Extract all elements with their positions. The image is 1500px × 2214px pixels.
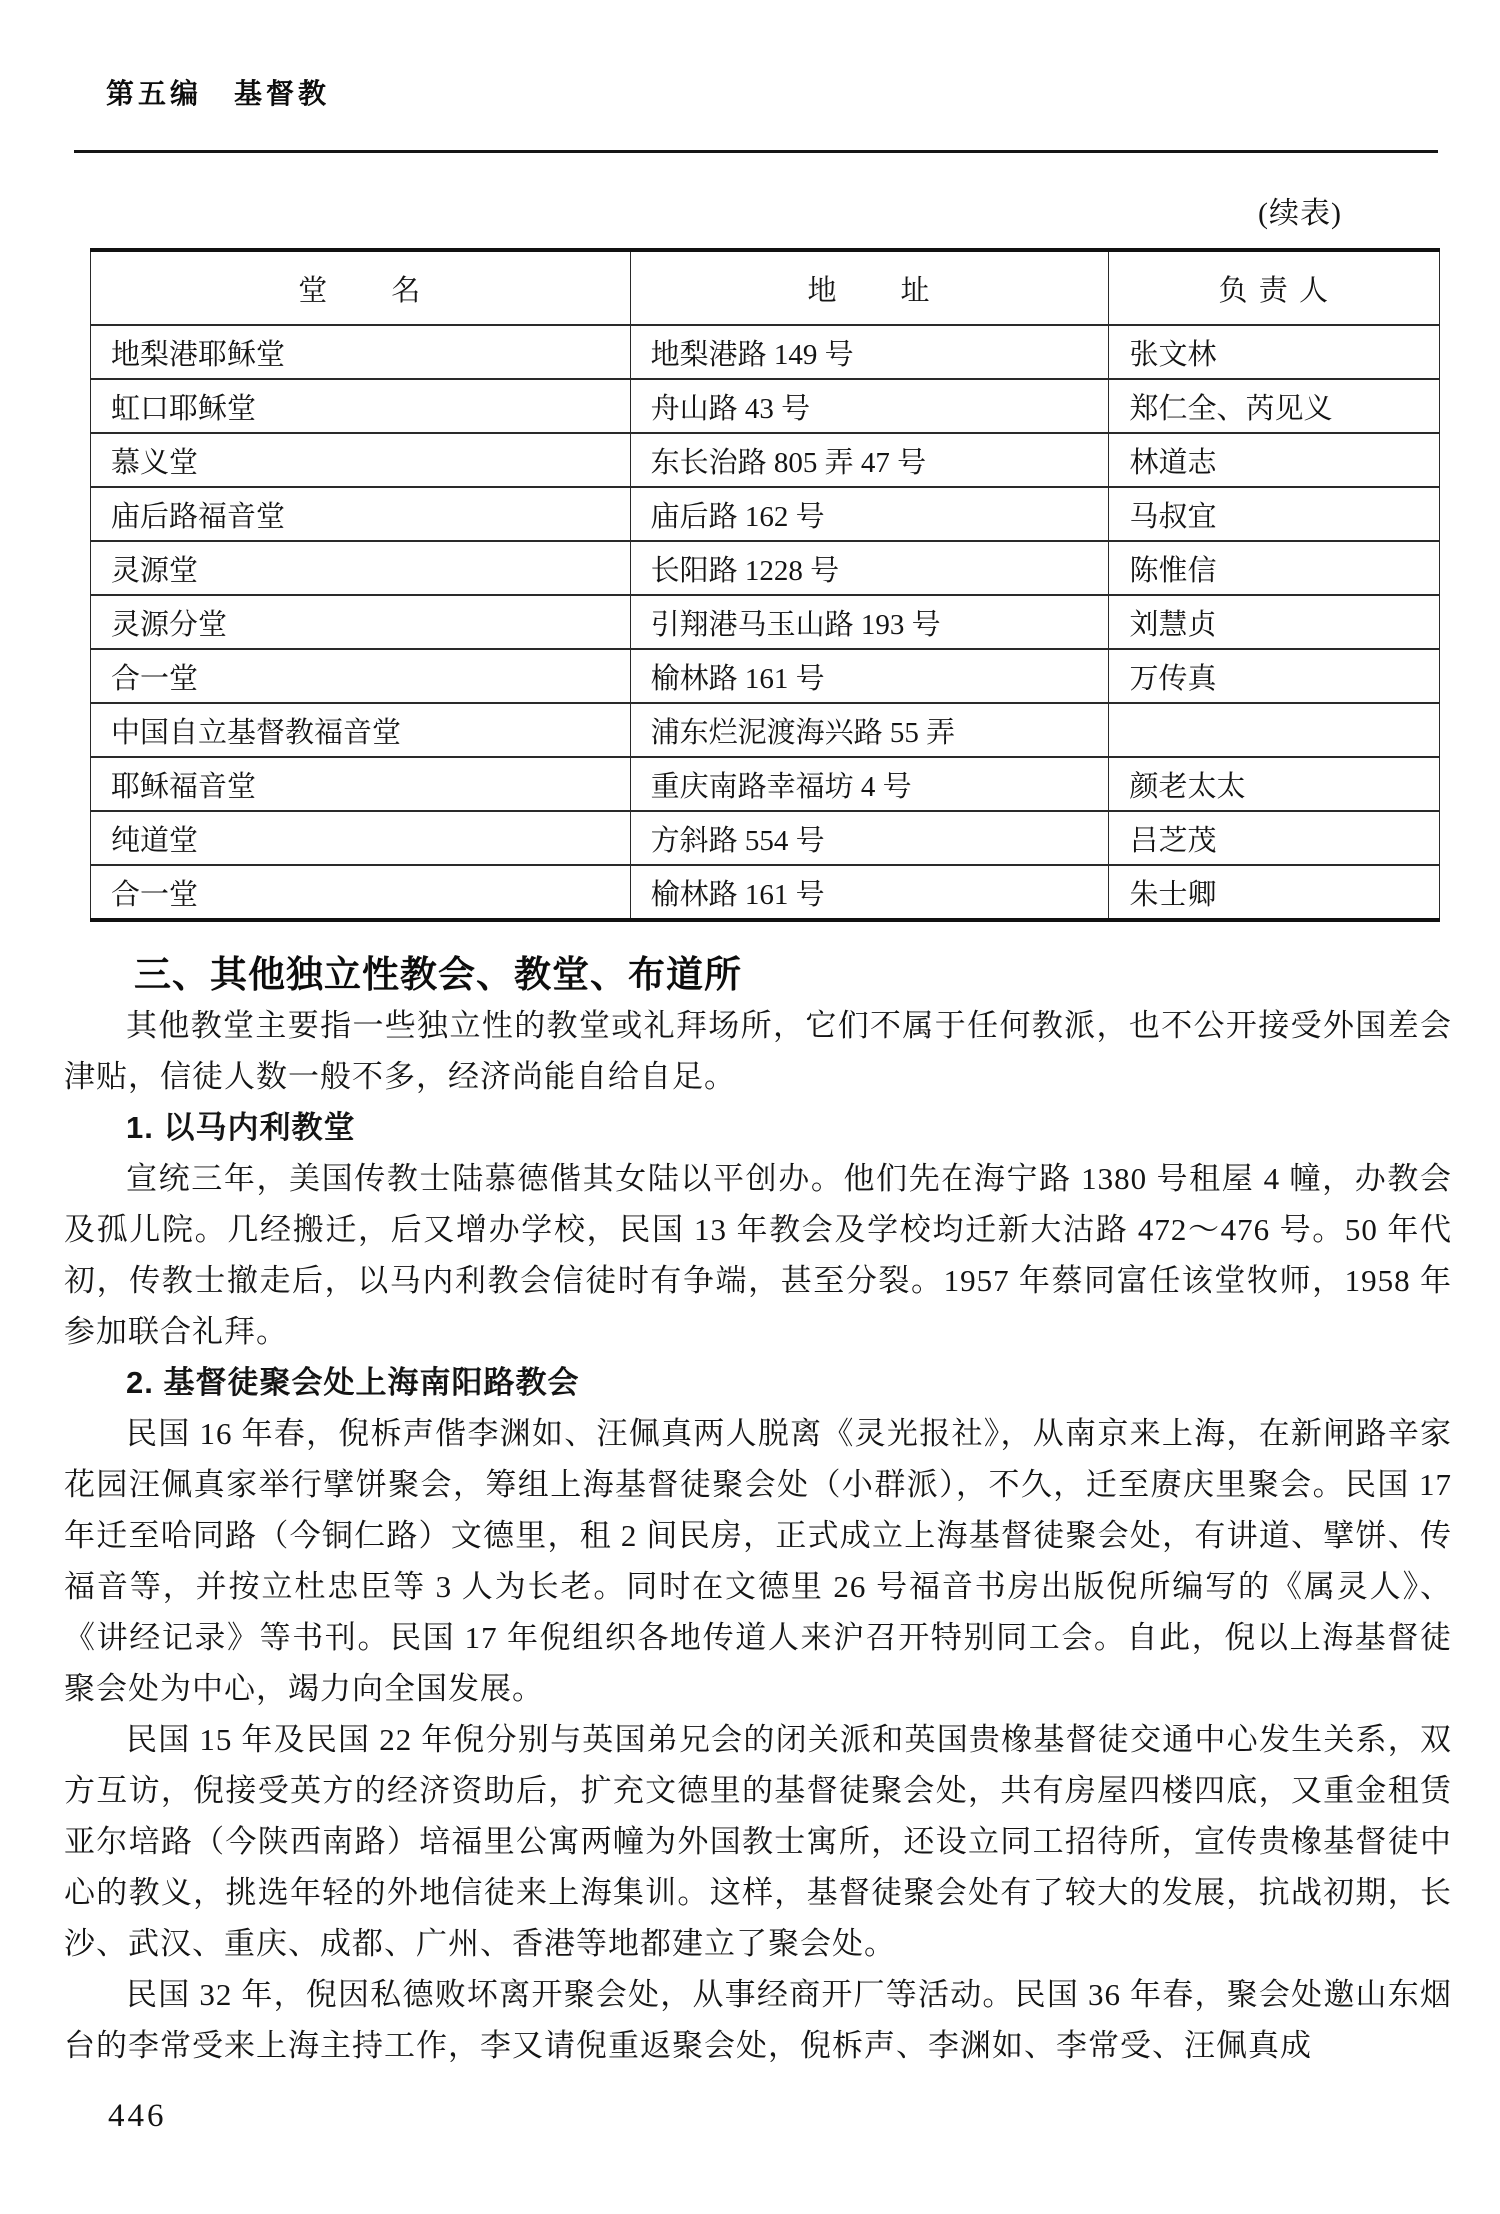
table-column-header: 负 责 人 [1109, 250, 1440, 325]
body-text [64, 1000, 1452, 2071]
table-cell: 马叔宜 [1109, 487, 1440, 541]
table-row [91, 433, 1440, 487]
table-cell: 陈惟信 [1109, 541, 1440, 595]
table-cell: 纯道堂 [91, 811, 631, 865]
subsection-2-paragraph: 民国 15 年及民国 22 年倪分别与英国弟兄会的闭关派和英国贵橡基督徒交通中心发生关系，双方互访，倪接受英方的经济资助后，扩充文德里的基督徒聚会处，共有房屋四楼四底，又重金租赁亚尔培路（今陕西南路）培福里公寓两幢为外国教士寓所，还设立同工招待所，宣传贵橡基督徒中心的教义，挑选年轻的外地信徒来上海集训。这样，基督徒聚会处有了较大的发展，抗战初期，长沙、武汉、重庆、成都、广州、香港等地都建立了聚会处。 [64, 1722, 1452, 1961]
table-row [91, 703, 1440, 757]
table-cell: 重庆南路幸福坊 4 号 [630, 757, 1109, 811]
table-cell: 灵源堂 [91, 541, 631, 595]
table-row [91, 541, 1440, 595]
table-cell: 合一堂 [91, 865, 631, 920]
intro-paragraph: 其他教堂主要指一些独立性的教堂或礼拜场所，它们不属于任何教派，也不公开接受外国差会津贴，信徒人数一般不多，经济尚能自给自足。 [64, 1008, 1452, 1094]
table-cell [1109, 703, 1440, 757]
running-header: 第五编 基督教 [106, 78, 331, 109]
table-cell: 吕芝茂 [1109, 811, 1440, 865]
table-cell: 颜老太太 [1109, 757, 1440, 811]
subsection-2-paragraph: 民国 16 年春，倪柝声偕李渊如、汪佩真两人脱离《灵光报社》，从南京来上海，在新闸路辛家花园汪佩真家举行擘饼聚会，筹组上海基督徒聚会处（小群派），不久，迁至赓庆里聚会。民国 17 年迁至哈同路（今铜仁路）文德里，租 2 间民房，正式成立上海基督徒聚会处，有讲道、擘饼、传福音等，并按立杜忠臣等 3 人为长老。同时在文德里 26 号福音书房出版倪所编写的《属灵人》、《讲经记录》等书刊。民国 17 年倪组织各地传道人来沪召开特别同工会。自此，倪以上海基督徒聚会处为中心，竭力向全国发展。 [64, 1416, 1452, 1706]
continued-table-note: (续表) [1258, 197, 1342, 230]
table-cell: 地梨港路 149 号 [630, 325, 1109, 379]
table-header-row [91, 250, 1440, 325]
table-row [91, 487, 1440, 541]
section-title: 三、其他独立性教会、教堂、布道所 [134, 954, 742, 995]
table-cell: 虹口耶稣堂 [91, 379, 631, 433]
table-cell: 榆林路 161 号 [630, 865, 1109, 920]
table-cell: 舟山路 43 号 [630, 379, 1109, 433]
table-cell: 慕义堂 [91, 433, 631, 487]
table-body [91, 325, 1440, 920]
table-cell: 方斜路 554 号 [630, 811, 1109, 865]
church-table [90, 248, 1440, 922]
header-rule [74, 150, 1438, 153]
table-cell: 庙后路 162 号 [630, 487, 1109, 541]
table-row [91, 811, 1440, 865]
table-cell: 地梨港耶稣堂 [91, 325, 631, 379]
table-cell: 榆林路 161 号 [630, 649, 1109, 703]
table-row [91, 649, 1440, 703]
table-cell: 刘慧贞 [1109, 595, 1440, 649]
table-cell: 万传真 [1109, 649, 1440, 703]
subsection-2-title: 2. 基督徒聚会处上海南阳路教会 [126, 1365, 580, 1400]
subsection-1-title: 1. 以马内利教堂 [126, 1110, 356, 1145]
table-cell: 林道志 [1109, 433, 1440, 487]
table-cell: 中国自立基督教福音堂 [91, 703, 631, 757]
subsection-2-paragraph: 民国 32 年，倪因私德败坏离开聚会处，从事经商开厂等活动。民国 36 年春，聚会处邀山东烟台的李常受来上海主持工作，李又请倪重返聚会处，倪柝声、李渊如、李常受、汪佩真成 [64, 1977, 1452, 2063]
table-cell: 朱士卿 [1109, 865, 1440, 920]
table-cell: 张文林 [1109, 325, 1440, 379]
table-cell: 耶稣福音堂 [91, 757, 631, 811]
table-cell: 郑仁全、芮见义 [1109, 379, 1440, 433]
table-row [91, 379, 1440, 433]
table-cell: 合一堂 [91, 649, 631, 703]
table-row [91, 595, 1440, 649]
table-row [91, 757, 1440, 811]
table-row [91, 865, 1440, 920]
table-cell: 引翔港马玉山路 193 号 [630, 595, 1109, 649]
table-cell: 东长治路 805 弄 47 号 [630, 433, 1109, 487]
table-column-header: 堂 名 [91, 250, 631, 325]
table-column-header: 地 址 [630, 250, 1109, 325]
subsection-1-paragraph: 宣统三年，美国传教士陆慕德偕其女陆以平创办。他们先在海宁路 1380 号租屋 4 幢，办教会及孤儿院。几经搬迁，后又增办学校，民国 13 年教会及学校均迁新大沽路 472～476 号。50 年代初，传教士撤走后，以马内利教会信徒时有争端，甚至分裂。1957 年蔡同富任该堂牧师，1958 年参加联合礼拜。 [64, 1161, 1452, 1349]
table-cell: 灵源分堂 [91, 595, 631, 649]
table-row [91, 325, 1440, 379]
table-cell: 庙后路福音堂 [91, 487, 631, 541]
table-cell: 长阳路 1228 号 [630, 541, 1109, 595]
table-cell: 浦东烂泥渡海兴路 55 弄 [630, 703, 1109, 757]
page-number: 446 [108, 2098, 167, 2134]
